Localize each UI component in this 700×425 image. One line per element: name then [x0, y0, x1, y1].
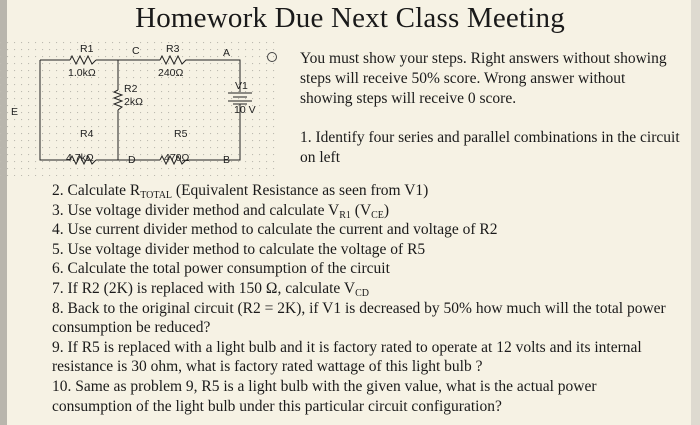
circuit-diagram: [0, 38, 275, 176]
v1-value: 10 V: [234, 104, 256, 116]
grading-note: You must show your steps. Right answers without showing steps will receive 50% score. Wrong answer without showing steps will receive 0 score.: [300, 50, 667, 107]
node-b-label: B: [223, 154, 231, 166]
r3-value: 240Ω: [158, 67, 184, 79]
question-4: 4. Use current divider method to calculate the current and voltage of R2: [52, 221, 498, 239]
r5-label: R5: [174, 128, 188, 140]
question-8: 8. Back to the original circuit (R2 = 2K), if V1 is decreased by 50% how much will the total power consumption be reduced?: [52, 299, 666, 337]
question-7: 7. If R2 (2K) is replaced with 150 Ω, calculate $V_{CD}$: [52, 279, 369, 299]
r3-label: R3: [166, 43, 180, 55]
question-10: 10. Same as problem 9, R5 is a light bulb with the given value, what is the actual power consumption of the light bulb under this particular circuit configuration?: [52, 377, 597, 415]
r2-label: R2: [124, 83, 138, 95]
question-3: 3. Use voltage divider method and calculate $V_{R1}$ $(V_{CE})$: [52, 201, 390, 221]
question-list: [52, 181, 672, 416]
node-e-label: E: [11, 106, 19, 118]
v1-label: V1: [235, 80, 248, 92]
question-9: 9. If R5 is replaced with a light bulb and it is factory rated to operate at 12 volts and its internal resistance is 30 ohm, what is factory rated wattage of this light bulb ?: [52, 338, 642, 376]
question-6: 6. Calculate the total power consumption of the circuit: [52, 260, 390, 278]
question-2: 2. Calculate $R_{TOTAL}$ (Equivalent Resistance as seen from V1): [52, 182, 429, 201]
node-c-label: C: [132, 45, 140, 57]
r1-label: R1: [80, 43, 94, 55]
question-1: 1. Identify four series and parallel combinations in the circuit on left: [300, 129, 680, 166]
right-edge: [691, 0, 700, 425]
bullet-ring-icon: [267, 52, 277, 62]
r2-value: 2kΩ: [124, 96, 143, 108]
r5-value: 470Ω: [164, 152, 190, 164]
r4-label: R4: [80, 128, 94, 140]
node-a-label: A: [223, 47, 231, 59]
question-5: 5. Use voltage divider method to calculate the voltage of R5: [52, 240, 426, 258]
r4-value: 4.7kΩ: [66, 152, 94, 164]
r1-value: 1.0kΩ: [68, 67, 96, 79]
page-title: Homework Due Next Class Meeting: [135, 2, 565, 34]
node-d-label: D: [128, 154, 136, 166]
